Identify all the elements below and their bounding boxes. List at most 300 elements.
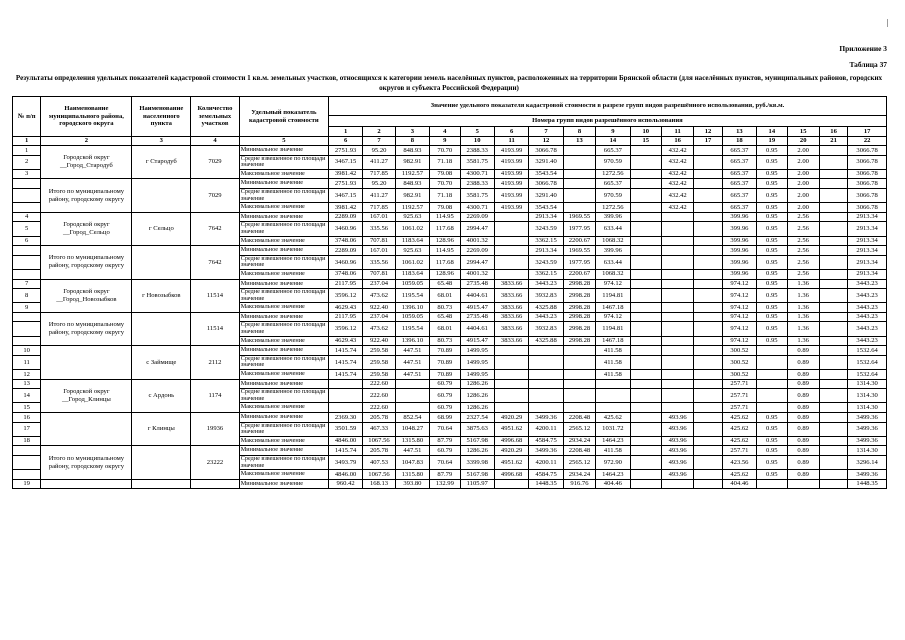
value-cell: 0.89 <box>787 370 819 380</box>
value-cell: 2565.12 <box>563 455 595 469</box>
value-cell: 4193.99 <box>494 169 528 179</box>
value-cell: 2.00 <box>787 188 819 202</box>
indicator-label: Средне взвешенное по площади значение <box>239 188 328 202</box>
value-cell: 0.95 <box>757 179 787 189</box>
plots-count: 7029 <box>191 146 240 179</box>
value-cell <box>596 389 630 403</box>
value-cell: 1532.64 <box>848 370 887 380</box>
value-cell: 1183.64 <box>395 236 429 246</box>
value-cell: 4300.71 <box>460 169 494 179</box>
value-cell <box>757 479 787 489</box>
indicator-label: Минимальное значение <box>239 246 328 256</box>
value-cell <box>694 379 722 389</box>
value-cell: 432.42 <box>661 188 693 202</box>
value-cell: 974.12 <box>722 279 756 289</box>
value-cell: 3066.78 <box>529 146 563 156</box>
cadastral-table <box>12 96 887 489</box>
value-cell: 60.79 <box>430 403 460 413</box>
header-values-title: Значение удельного показателя кадастровой стоимости в разрезе групп видов разрешённого использования, руб./кв.м. <box>328 97 886 116</box>
value-cell <box>661 246 693 256</box>
group-number: 11 <box>661 127 693 137</box>
row-number <box>13 203 41 213</box>
value-cell <box>819 413 847 423</box>
row-number: 12 <box>13 370 41 380</box>
value-cell: 3066.78 <box>848 203 887 213</box>
value-cell: 1314.30 <box>848 403 887 413</box>
value-cell: 2327.54 <box>460 413 494 423</box>
value-cell: 493.96 <box>661 455 693 469</box>
value-cell: 3443.23 <box>848 279 887 289</box>
indicator-label: Минимальное значение <box>239 279 328 289</box>
value-cell: 974.12 <box>722 303 756 313</box>
value-cell: 425.62 <box>722 422 756 436</box>
value-cell: 2998.28 <box>563 312 595 322</box>
value-cell: 0.95 <box>757 255 787 269</box>
value-cell <box>819 370 847 380</box>
value-cell: 399.96 <box>722 222 756 236</box>
value-cell <box>819 255 847 269</box>
value-cell: 0.89 <box>787 413 819 423</box>
value-cell: 411.27 <box>363 155 395 169</box>
value-cell: 493.96 <box>661 422 693 436</box>
value-cell: 70.89 <box>430 370 460 380</box>
value-cell <box>819 389 847 403</box>
value-cell <box>819 455 847 469</box>
value-cell <box>630 212 661 222</box>
indicator-label: Минимальное значение <box>239 346 328 356</box>
value-cell <box>819 289 847 303</box>
value-cell <box>694 336 722 346</box>
value-cell: 2.56 <box>787 236 819 246</box>
value-cell <box>694 155 722 169</box>
value-cell <box>661 289 693 303</box>
value-cell: 493.96 <box>661 436 693 446</box>
value-cell <box>529 379 563 389</box>
value-cell: 665.37 <box>722 146 756 156</box>
value-cell: 3499.36 <box>529 413 563 423</box>
column-number: 17 <box>694 137 722 146</box>
value-cell <box>630 355 661 369</box>
value-cell: 1061.02 <box>395 255 429 269</box>
value-cell <box>661 222 693 236</box>
value-cell: 925.63 <box>395 246 429 256</box>
row-number: 3 <box>13 169 41 179</box>
value-cell: 1.36 <box>787 289 819 303</box>
column-number: 6 <box>328 137 362 146</box>
settlement-name: г Сельцо <box>132 212 191 245</box>
value-cell: 1315.80 <box>395 470 429 480</box>
group-number: 4 <box>430 127 460 137</box>
value-cell <box>819 436 847 446</box>
value-cell <box>563 370 595 380</box>
value-cell: 4193.99 <box>494 179 528 189</box>
value-cell <box>694 422 722 436</box>
value-cell: 237.04 <box>363 279 395 289</box>
value-cell: 2.00 <box>787 179 819 189</box>
value-cell <box>630 336 661 346</box>
value-cell: 960.42 <box>328 479 362 489</box>
value-cell <box>529 370 563 380</box>
indicator-label: Минимальное значение <box>239 212 328 222</box>
value-cell <box>661 279 693 289</box>
value-cell: 3748.06 <box>328 269 362 279</box>
indicator-label: Средне взвешенное по площади значение <box>239 222 328 236</box>
row-number: 14 <box>13 389 41 403</box>
value-cell: 0.95 <box>757 188 787 202</box>
value-cell: 399.96 <box>722 255 756 269</box>
indicator-label: Средне взвешенное по площади значение <box>239 455 328 469</box>
value-cell: 2208.48 <box>563 413 595 423</box>
value-cell <box>819 336 847 346</box>
value-cell: 4193.99 <box>494 155 528 169</box>
value-cell: 1192.57 <box>395 169 429 179</box>
value-cell <box>494 379 528 389</box>
value-cell: 1059.05 <box>395 312 429 322</box>
value-cell: 257.71 <box>722 389 756 403</box>
row-number <box>13 322 41 336</box>
value-cell: 128.96 <box>430 269 460 279</box>
value-cell <box>757 346 787 356</box>
value-cell: 335.56 <box>363 255 395 269</box>
value-cell: 473.62 <box>363 322 395 336</box>
value-cell: 71.18 <box>430 155 460 169</box>
value-cell: 0.89 <box>787 355 819 369</box>
value-cell: 0.95 <box>757 455 787 469</box>
value-cell: 2998.28 <box>563 289 595 303</box>
value-cell: 3501.59 <box>328 422 362 436</box>
value-cell <box>661 346 693 356</box>
row-number <box>13 179 41 189</box>
table-row <box>13 479 887 489</box>
value-cell: 95.20 <box>363 179 395 189</box>
indicator-label: Средне взвешенное по площади значение <box>239 289 328 303</box>
value-cell: 3443.23 <box>529 312 563 322</box>
value-cell: 80.73 <box>430 303 460 313</box>
plots-count: 7642 <box>191 212 240 245</box>
value-cell <box>661 370 693 380</box>
value-cell: 0.89 <box>787 403 819 413</box>
value-cell: 3499.36 <box>848 436 887 446</box>
value-cell: 1396.10 <box>395 336 429 346</box>
value-cell <box>694 346 722 356</box>
value-cell: 2913.34 <box>529 246 563 256</box>
value-cell: 0.95 <box>757 155 787 169</box>
value-cell: 1195.54 <box>395 322 429 336</box>
value-cell <box>630 446 661 456</box>
value-cell: 3748.06 <box>328 236 362 246</box>
value-cell: 1068.32 <box>596 269 630 279</box>
value-cell: 132.99 <box>430 479 460 489</box>
value-cell <box>661 479 693 489</box>
header-groups-title: Номера групп видов разрешённого использования <box>328 116 886 127</box>
value-cell: 300.52 <box>722 355 756 369</box>
value-cell <box>694 246 722 256</box>
value-cell: 399.96 <box>596 246 630 256</box>
value-cell: 1.36 <box>787 312 819 322</box>
row-number <box>13 312 41 322</box>
table-number: Таблица 37 <box>849 60 887 69</box>
row-number <box>13 446 41 456</box>
value-cell: 2117.95 <box>328 312 362 322</box>
value-cell <box>630 379 661 389</box>
value-cell: 2208.48 <box>563 446 595 456</box>
value-cell <box>819 222 847 236</box>
value-cell <box>819 312 847 322</box>
indicator-label: Средне взвешенное по площади значение <box>239 422 328 436</box>
value-cell: 4629.43 <box>328 336 362 346</box>
group-number: 8 <box>563 127 595 137</box>
group-number: 3 <box>395 127 429 137</box>
value-cell: 1.36 <box>787 303 819 313</box>
column-number: 12 <box>529 137 563 146</box>
value-cell: 432.42 <box>661 203 693 213</box>
row-number: 8 <box>13 289 41 303</box>
value-cell: 3243.59 <box>529 222 563 236</box>
value-cell <box>819 379 847 389</box>
value-cell: 2998.28 <box>563 303 595 313</box>
value-cell <box>694 312 722 322</box>
value-cell <box>596 403 630 413</box>
value-cell <box>494 389 528 403</box>
value-cell <box>630 403 661 413</box>
plots-count: 11514 <box>191 279 240 312</box>
value-cell: 4846.00 <box>328 470 362 480</box>
value-cell: 447.51 <box>395 446 429 456</box>
value-cell: 4404.61 <box>460 322 494 336</box>
value-cell: 205.78 <box>363 446 395 456</box>
value-cell: 425.62 <box>722 413 756 423</box>
value-cell: 2998.28 <box>563 322 595 336</box>
value-cell <box>661 389 693 403</box>
row-number: 9 <box>13 303 41 313</box>
value-cell: 974.12 <box>722 312 756 322</box>
value-cell: 3499.36 <box>848 413 887 423</box>
value-cell: 4951.62 <box>494 455 528 469</box>
value-cell: 1396.10 <box>395 303 429 313</box>
value-cell <box>630 279 661 289</box>
value-cell: 1977.95 <box>563 222 595 236</box>
value-cell <box>630 188 661 202</box>
value-cell: 0.95 <box>757 279 787 289</box>
value-cell <box>630 255 661 269</box>
value-cell: 3443.23 <box>848 312 887 322</box>
region-name: Городской округ __Город_Новозыбков <box>41 279 132 312</box>
value-cell <box>757 379 787 389</box>
row-number: 7 <box>13 279 41 289</box>
value-cell: 4001.32 <box>460 269 494 279</box>
group-number: 12 <box>694 127 722 137</box>
header-num: № п/п <box>13 97 41 137</box>
column-number: 14 <box>596 137 630 146</box>
value-cell: 4325.88 <box>529 336 563 346</box>
value-cell: 0.89 <box>787 422 819 436</box>
value-cell: 114.95 <box>430 246 460 256</box>
row-number <box>13 455 41 469</box>
group-number: 17 <box>848 127 887 137</box>
value-cell: 2269.09 <box>460 246 494 256</box>
indicator-label: Минимальное значение <box>239 479 328 489</box>
value-cell: 974.12 <box>596 279 630 289</box>
row-number: 11 <box>13 355 41 369</box>
value-cell <box>630 303 661 313</box>
group-number: 6 <box>494 127 528 137</box>
column-number: 22 <box>848 137 887 146</box>
group-number: 7 <box>529 127 563 137</box>
value-cell <box>661 379 693 389</box>
value-cell <box>630 479 661 489</box>
value-cell: 848.93 <box>395 179 429 189</box>
value-cell <box>661 212 693 222</box>
value-cell: 3066.78 <box>848 169 887 179</box>
value-cell: 3932.83 <box>529 322 563 336</box>
column-number: 7 <box>363 137 395 146</box>
plots-count: 1174 <box>191 379 240 412</box>
value-cell: 3443.23 <box>848 289 887 303</box>
row-number: 19 <box>13 479 41 489</box>
group-number: 15 <box>787 127 819 137</box>
value-cell: 707.81 <box>363 269 395 279</box>
indicator-label: Минимальное значение <box>239 446 328 456</box>
row-number <box>13 246 41 256</box>
value-cell <box>819 212 847 222</box>
value-cell: 399.96 <box>722 246 756 256</box>
indicator-label: Средне взвешенное по площади значение <box>239 355 328 369</box>
group-number: 10 <box>630 127 661 137</box>
value-cell: 411.58 <box>596 346 630 356</box>
table-row <box>13 413 887 423</box>
value-cell <box>563 389 595 403</box>
value-cell <box>630 179 661 189</box>
value-cell: 4915.47 <box>460 336 494 346</box>
value-cell: 4951.62 <box>494 422 528 436</box>
indicator-label: Минимальное значение <box>239 179 328 189</box>
value-cell: 0.89 <box>787 346 819 356</box>
region-name <box>41 479 132 489</box>
value-cell <box>819 422 847 436</box>
value-cell: 4404.61 <box>460 289 494 303</box>
value-cell: 467.33 <box>363 422 395 436</box>
value-cell: 259.58 <box>363 370 395 380</box>
header-settlement: Наименование населенного пункта <box>132 97 191 137</box>
value-cell <box>661 336 693 346</box>
value-cell: 2913.34 <box>848 246 887 256</box>
value-cell: 1969.55 <box>563 212 595 222</box>
value-cell <box>630 436 661 446</box>
value-cell: 1499.95 <box>460 355 494 369</box>
value-cell: 423.56 <box>722 455 756 469</box>
value-cell <box>819 169 847 179</box>
row-number <box>13 470 41 480</box>
indicator-label: Максимальное значение <box>239 269 328 279</box>
value-cell: 4920.29 <box>494 446 528 456</box>
value-cell: 925.63 <box>395 212 429 222</box>
value-cell <box>630 370 661 380</box>
settlement-name <box>132 179 191 212</box>
value-cell: 2735.48 <box>460 312 494 322</box>
value-cell: 473.62 <box>363 289 395 303</box>
table-row <box>13 346 887 356</box>
table-row <box>13 212 887 222</box>
value-cell <box>694 203 722 213</box>
value-cell: 3499.36 <box>848 422 887 436</box>
value-cell: 95.20 <box>363 146 395 156</box>
value-cell: 0.95 <box>757 436 787 446</box>
value-cell: 972.90 <box>596 455 630 469</box>
value-cell <box>494 403 528 413</box>
value-cell: 2934.24 <box>563 470 595 480</box>
value-cell: 665.37 <box>596 146 630 156</box>
value-cell <box>819 203 847 213</box>
value-cell: 4200.11 <box>529 422 563 436</box>
value-cell: 222.60 <box>363 389 395 403</box>
settlement-name <box>132 479 191 489</box>
value-cell: 425.62 <box>722 470 756 480</box>
value-cell <box>787 479 819 489</box>
value-cell <box>694 479 722 489</box>
settlement-name: с Ардонь <box>132 379 191 412</box>
value-cell: 4001.32 <box>460 236 494 246</box>
indicator-label: Минимальное значение <box>239 312 328 322</box>
value-cell: 432.42 <box>661 179 693 189</box>
value-cell: 3833.66 <box>494 289 528 303</box>
value-cell <box>630 289 661 303</box>
value-cell: 1272.56 <box>596 169 630 179</box>
column-number: 11 <box>494 137 528 146</box>
value-cell: 3066.78 <box>848 188 887 202</box>
value-cell: 237.04 <box>363 312 395 322</box>
settlement-name: г Стародуб <box>132 146 191 179</box>
value-cell: 1286.26 <box>460 379 494 389</box>
row-number: 2 <box>13 155 41 169</box>
value-cell: 4846.00 <box>328 436 362 446</box>
value-cell <box>529 403 563 413</box>
row-number: 16 <box>13 413 41 423</box>
value-cell: 71.18 <box>430 188 460 202</box>
value-cell: 2200.67 <box>563 269 595 279</box>
value-cell: 399.96 <box>722 236 756 246</box>
value-cell <box>694 179 722 189</box>
value-cell: 399.96 <box>722 269 756 279</box>
value-cell: 2388.33 <box>460 179 494 189</box>
table-row <box>13 246 887 256</box>
value-cell: 70.64 <box>430 455 460 469</box>
region-name: Итого по муниципальному району, городскому округу <box>41 179 132 212</box>
value-cell: 1532.64 <box>848 355 887 369</box>
value-cell: 4915.47 <box>460 303 494 313</box>
value-cell: 205.78 <box>363 413 395 423</box>
indicator-label: Максимальное значение <box>239 403 328 413</box>
header-region: Наименование муниципального района, городского округа <box>41 97 132 137</box>
value-cell: 916.76 <box>563 479 595 489</box>
value-cell: 68.99 <box>430 413 460 423</box>
value-cell: 60.79 <box>430 389 460 403</box>
value-cell: 3291.40 <box>529 155 563 169</box>
value-cell: 2.56 <box>787 255 819 269</box>
value-cell: 633.44 <box>596 222 630 236</box>
group-number: 16 <box>819 127 847 137</box>
value-cell <box>630 203 661 213</box>
value-cell: 70.89 <box>430 355 460 369</box>
value-cell <box>630 236 661 246</box>
value-cell: 2.00 <box>787 155 819 169</box>
column-number: 16 <box>661 137 693 146</box>
value-cell: 2369.30 <box>328 413 362 423</box>
value-cell: 982.91 <box>395 188 429 202</box>
value-cell <box>529 389 563 403</box>
value-cell: 1464.23 <box>596 470 630 480</box>
value-cell: 0.95 <box>757 303 787 313</box>
plots-count: 23222 <box>191 446 240 479</box>
